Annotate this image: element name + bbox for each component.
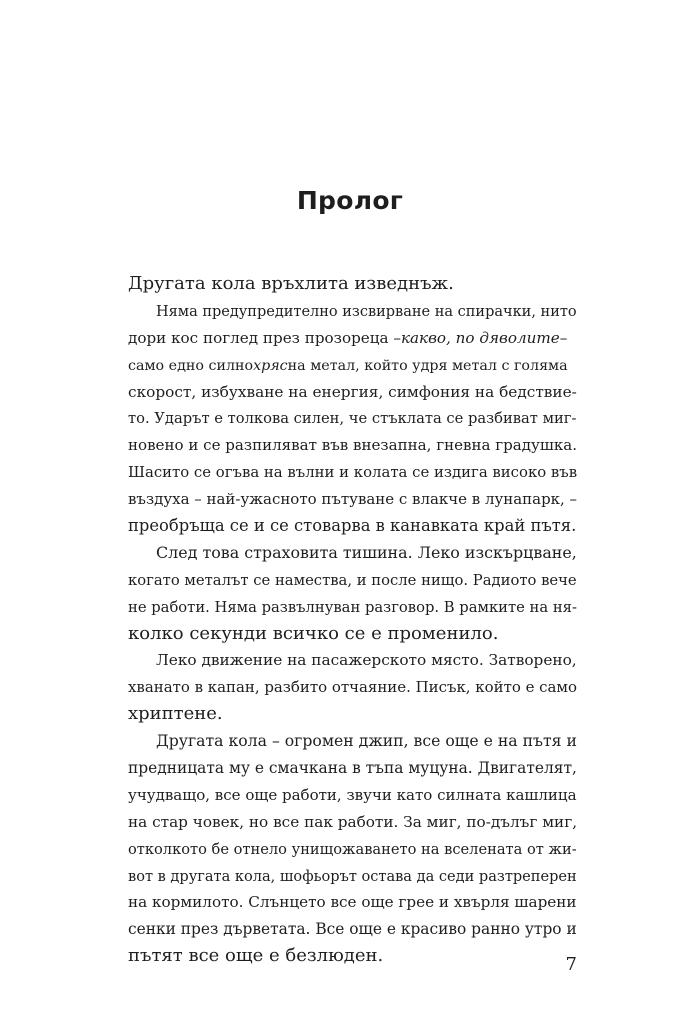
text-run: вот в другата кола, шофьорът остава да седи разтреперен [128,867,577,885]
text-run: пътят все още е безлюден. [128,945,384,967]
text-run: Няма предупредително изсвирване на спирачки, нито [156,303,577,320]
text-line [128,782,577,809]
text-line [128,701,577,728]
text-run: когато металът се намества, и после нищо. Радиото вече [128,571,577,589]
text-line [128,540,577,567]
text-line [128,486,577,513]
text-run: то. Ударът е толкова силен, че стъклата се разбиват миг- [128,410,577,428]
text-run: предницата му е смачкана в тъпа муцуна. Двигателят, [128,759,577,778]
text-line [128,513,577,540]
text-run: на кормилото. Слънцето все още грее и хвърля шарени [128,893,577,912]
text-line [128,916,577,943]
text-run: на метал, който удря метал с голяма [287,357,568,374]
text-run: Леко движение на пасажерското място. Затворено, [156,651,577,670]
text-line [128,594,577,621]
chapter-body [128,271,577,970]
text-line [128,298,577,325]
text-line [128,271,577,298]
text-line [128,674,577,701]
text-run: сенки през дърветата. Все още е красиво ранно утро и [128,920,577,939]
text-run: скорост, избухване на енергия, симфония на бедствие- [128,382,577,401]
text-line [128,889,577,916]
text-line [128,405,577,432]
text-line [128,567,577,594]
text-line [128,325,577,352]
text-run: на стар човек, но все пак работи. За миг, по-дълъг миг, [128,812,578,831]
text-run: Шасито се огъва на вълни и колата се издига високо във [128,463,578,482]
text-run: учудващо, все още работи, звучи като силната кашлица [128,785,577,804]
text-run: дори кос поглед през прозореца – [128,328,401,347]
text-line [128,459,577,486]
text-line [128,755,577,782]
text-run: въздуха – най-ужасното пътуване с влакче в лунапарк, – [128,490,578,509]
text-run: – [559,328,568,347]
text-line [128,352,577,379]
text-line [128,836,577,863]
text-run: отколкото бе отнело унищожаването на вселената от жи- [128,840,577,858]
text-line [128,728,577,755]
text-line [128,432,577,459]
text-line [128,863,577,890]
text-run: колко секунди всичко се е променило. [128,622,499,644]
text-line [128,943,577,970]
text-line [128,621,577,648]
text-run: хриптене. [128,703,223,725]
text-run: Другата кола връхлита изведнъж. [128,273,454,294]
text-run: Другата кола – огромен джип, все още е на пътя и [156,731,577,751]
page-number: 7 [565,954,577,975]
chapter-title: Пролог [296,186,404,215]
text-line [128,809,577,836]
text-run: преобръща се и се стоварва в канавката край пътя. [128,516,577,536]
italic-phrase: хряс [253,357,288,374]
text-run: не работи. Няма развълнуван разговор. В рамките на ня- [128,598,577,616]
italic-phrase: какво, по дяволите [400,328,560,347]
text-run: само едно силно [128,357,254,374]
text-line [128,647,577,674]
text-run: След това страховита тишина. Леко изскърцване, [156,542,577,562]
text-line [128,379,577,406]
text-run: хванато в капан, разбито отчаяние. Писък, който е само [128,678,578,697]
text-run: новено и се разпиляват във внезапна, гневна градушка. [128,436,578,455]
